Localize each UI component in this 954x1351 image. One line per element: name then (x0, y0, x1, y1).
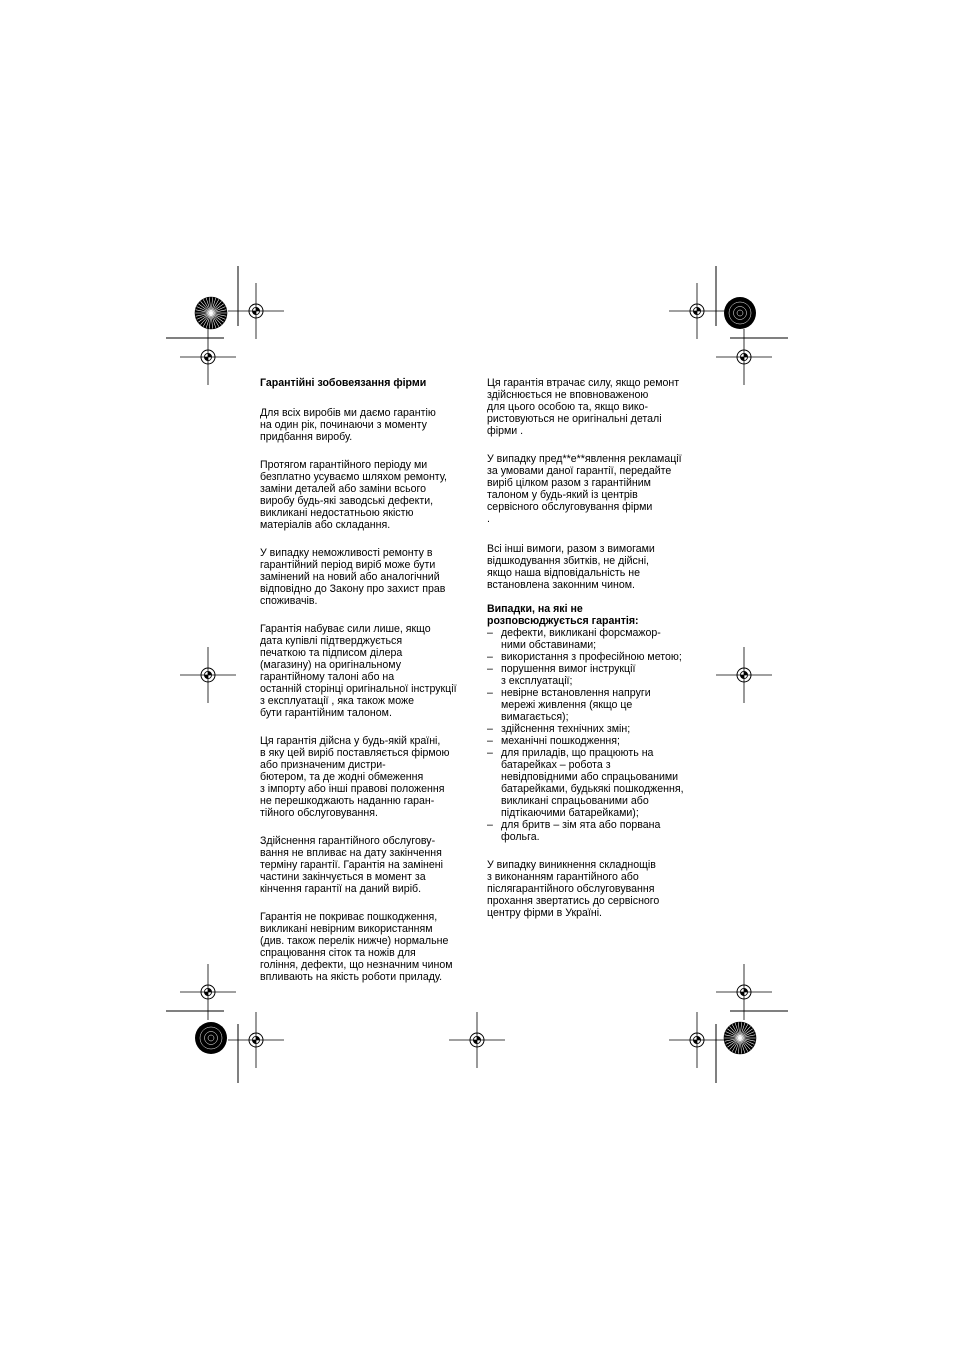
left-column (260, 377, 470, 999)
warranty-paragraph: Ця гарантія дійсна у будь-якій країні, в яку цей виріб поставляється фірмою або призначеним дистри- бютером, та де жодні обмеження з імпорту або інші правові положення не перешкоджають наданню гаран- тійного обслуговування. (260, 735, 450, 819)
closing-paragraph: У випадку виникнення складнощів з виконанням гарантійного або післягарантійного обслуговування прохання звертатись до сервісного центру фірми в Україні. (487, 859, 660, 919)
warranty-paragraph: Всі інші вимоги, разом з вимогами відшкодування збитків, не дійсні, якщо наша відповідальність не встановлена законним чином. (487, 543, 655, 591)
warranty-paragraph: Ця гарантія втрачає силу, якщо ремонт здійснюється не вповноваженою для цього особою та, якщо вико- ристовуються не оригінальні деталі фірми . (487, 377, 680, 437)
warranty-title: Гарантійні зобовеязання фірми (260, 377, 427, 389)
list-item: – для бритв – зім ята або порвана фольга. (487, 819, 702, 843)
warranty-paragraph: Для всіх виробів ми даємо гарантію на один рік, починаючи з моменту придбання виробу. (260, 407, 436, 443)
list-item: – невірне встановлення напруги мережі живлення (якщо це вимагається); (487, 687, 702, 723)
list-item: – порушення вимог інструкції з експлуатації; (487, 663, 702, 687)
warranty-paragraph: Протягом гарантійного періоду ми безплатно усуваємо шляхом ремонту, заміни деталей або заміни всього виробу будь-які заводські дефекти, викликані недостатньою якістю матеріалів або складання. (260, 459, 447, 531)
warranty-paragraph: У випадку неможливості ремонту в гарантійний період виріб може бути замінений на новий або аналогічний відповідно до Закону про захист прав споживачів. (260, 547, 446, 607)
warranty-paragraph: Гарантія не покриває пошкодження, викликані невірним використанням (див. також перелік нижче) нормальне спрацювання сіток та ножів для гоління, дефекти, що незначним чином впливають на якість роботи приладу. (260, 911, 453, 983)
list-item: – здійснення технічних змін; (487, 723, 702, 735)
warranty-paragraph: Здійснення гарантійного обслугову- вання не впливає на дату закінчення терміну гарантії. Гарантія на замінені частини закінчується в момент за кінчення гарантії на даний виріб. (260, 835, 444, 895)
list-item: – використання з професійною метою; (487, 651, 702, 663)
exclusions-title: Випадки, на які не розповсюджується гарантія: (487, 603, 639, 627)
list-item: – для приладів, що працюють на батарейках – робота з невідповідними або спрацьованими батарейками, будькякі пошкодження, викликані спрацьованими або підтікаючими батарейками); (487, 747, 702, 819)
warranty-paragraph: У випадку пред**е**явлення рекламації за умовами даної гарантії, передайте виріб цілком разом з гарантійним талоном у будь-який із центрів сервісного обслуговування фірми . (487, 453, 682, 525)
list-item: – дефекти, викликані форсмажор- ними обставинами; (487, 627, 702, 651)
right-column (487, 377, 702, 935)
exclusions-list (487, 627, 702, 843)
list-item: – механічні пошкодження; (487, 735, 702, 747)
warranty-paragraph: Гарантія набуває сили лише, якщо дата купівлі підтверджується печаткою та підписом ділера (магазину) на оригінальному гарантійному талоні або на останній сторінці оригінальної інструкції з експлуатації , яка також може бути гарантійним талоном. (260, 623, 457, 719)
